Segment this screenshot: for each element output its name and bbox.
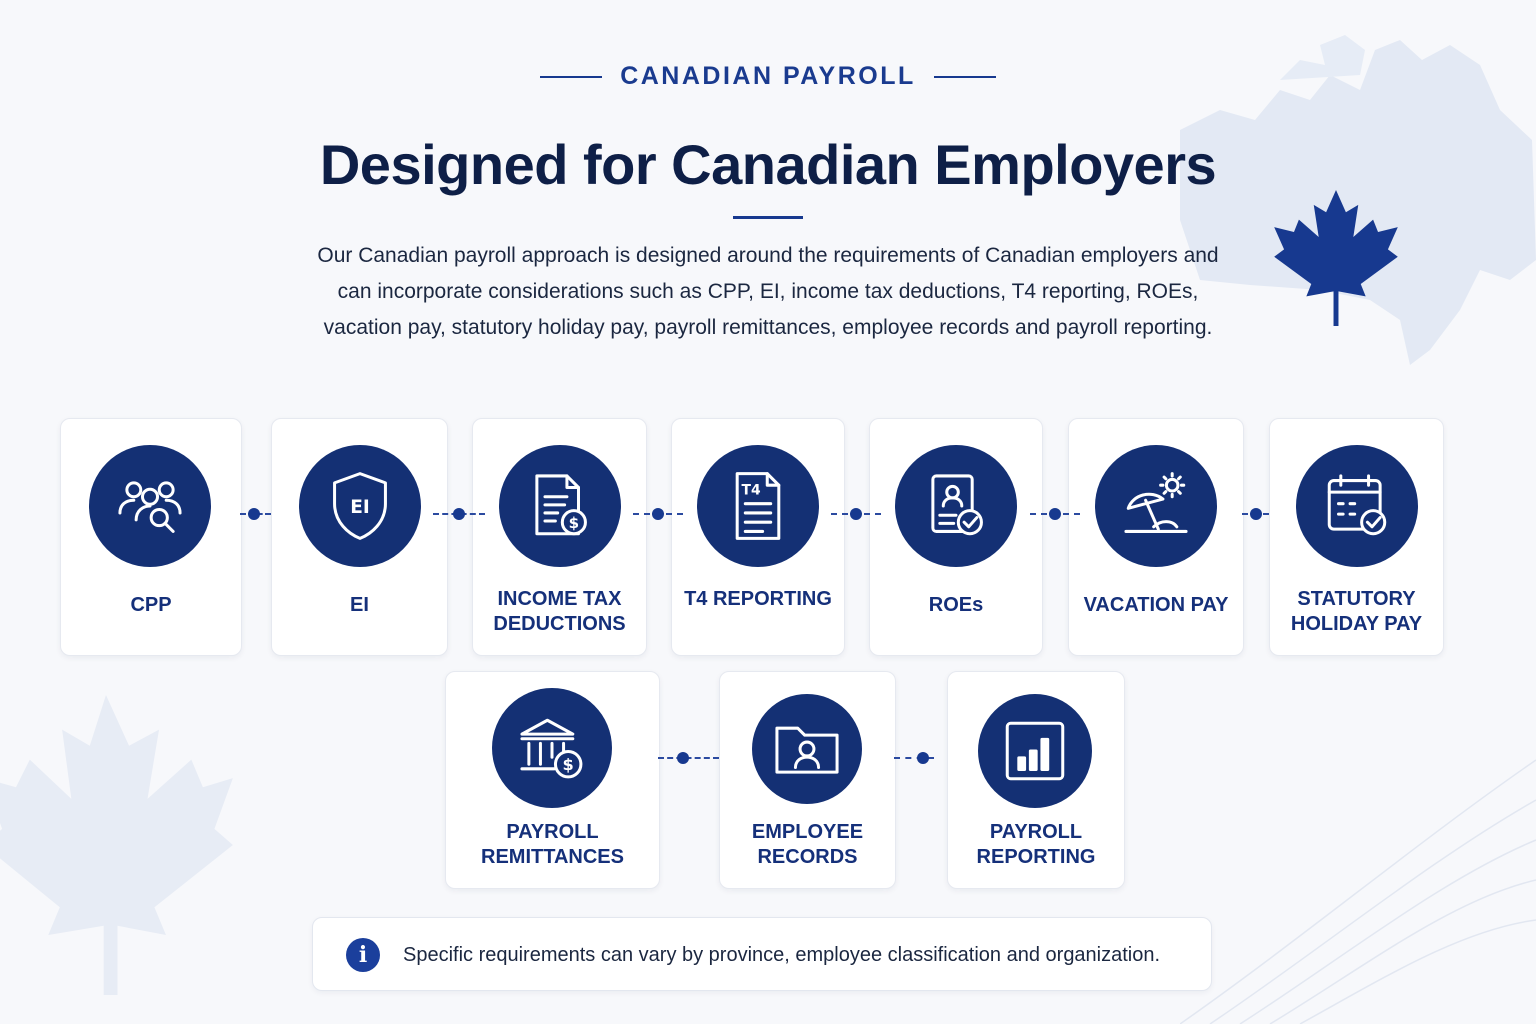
shield-ei-icon: [299, 445, 421, 567]
connector: [894, 751, 934, 765]
intro-paragraph: Our Canadian payroll approach is designed around the requirements of Canadian employers and can incorporate considerations such as CPP, EI, income tax deductions, T4 reporting, ROEs, vacation pay, statutory holiday pay, payroll remittances, employee records and payroll reporting.: [317, 244, 1219, 339]
t4-document-icon: [697, 445, 819, 567]
connector: [633, 507, 683, 521]
bank-dollar-icon: [492, 688, 612, 808]
card-income-tax-deductions: [472, 418, 647, 656]
connector: [240, 507, 271, 521]
eyebrow: [0, 62, 1536, 91]
connector: [831, 507, 881, 521]
eyebrow-rule-left: [540, 76, 602, 78]
svg-text:$: $: [562, 754, 574, 774]
connector: [658, 751, 719, 765]
svg-text:$: $: [568, 513, 580, 532]
svg-text:EI: EI: [350, 496, 370, 518]
connector: [1242, 507, 1269, 521]
people-search-icon: [89, 445, 211, 567]
card-label: EMPLOYEE RECORDS: [751, 821, 864, 868]
card-label: PAYROLL REPORTING: [976, 821, 1096, 868]
card-label: PAYROLL REMITTANCES: [481, 821, 624, 868]
info-icon: i: [346, 938, 380, 972]
maple-leaf-watermark-icon: [0, 695, 235, 995]
card-label: INCOME TAX DEDUCTIONS: [493, 588, 626, 635]
card-label: T4 REPORTING: [684, 588, 832, 610]
eyebrow-text: CANADIAN PAYROLL: [620, 62, 916, 90]
card-cpp: [60, 418, 242, 656]
notice-box: [312, 917, 1212, 991]
card-label: STATUTORY HOLIDAY PAY: [1290, 588, 1423, 635]
folder-person-icon: [752, 694, 862, 804]
card-employee-records: [719, 671, 896, 889]
card-payroll-reporting: [947, 671, 1125, 889]
card-label: CPP: [130, 594, 172, 616]
notice-text: Specific requirements can vary by province, employee classification and organization.: [403, 944, 1161, 966]
card-ei: [271, 418, 448, 656]
maple-leaf-icon: [1272, 190, 1400, 326]
eyebrow-rule-right: [934, 76, 996, 78]
calendar-check-icon: [1296, 445, 1418, 567]
record-check-icon: [895, 445, 1017, 567]
card-payroll-remittances: [445, 671, 660, 889]
bar-chart-icon: [978, 694, 1092, 808]
card-t4-reporting: [671, 418, 845, 656]
card-roes: [869, 418, 1043, 656]
card-vacation-pay: [1068, 418, 1244, 656]
card-label: EI: [350, 594, 369, 616]
svg-text:T4: T4: [741, 482, 761, 499]
connector: [433, 507, 485, 521]
connector: [1030, 507, 1080, 521]
title-underline: [733, 216, 803, 219]
card-label: VACATION PAY: [1083, 594, 1229, 616]
beach-umbrella-icon: [1095, 445, 1217, 567]
decorative-lines: [1180, 640, 1536, 1024]
tax-document-icon: [499, 445, 621, 567]
page-title: Designed for Canadian Employers: [319, 133, 1217, 196]
card-statutory-holiday-pay: [1269, 418, 1444, 656]
card-label: ROEs: [928, 594, 984, 616]
